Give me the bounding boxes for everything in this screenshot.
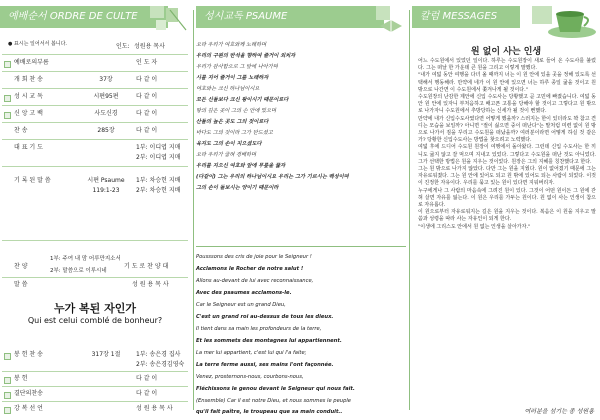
order-row: 2부: 이디엽 지매 — [136, 154, 181, 161]
psalm-fr-line: Pousssons des cris de joie pour le Seigneur ! — [196, 254, 312, 260]
psalm-line: 우리를 지으신 여호와 앞에 무릎을 꿇자 — [196, 163, 286, 169]
coffee-cup-icon — [532, 0, 600, 40]
choir-2: 2부: 말씀으로 이루시네 — [50, 268, 107, 274]
order-row: 봉 헌 다 같 이 — [4, 374, 186, 384]
psalm-fr-line: Venez, prosternons-nous, courbons-nous, — [196, 374, 304, 380]
psalm-line: 육지도 그의 손이 지으셨도다 — [196, 141, 262, 147]
order-note: ● 표시는 일어서서 봅니다. — [8, 41, 68, 47]
bullet-icon — [4, 112, 11, 119]
message-column — [412, 0, 600, 420]
psalm-fr-line: C'est un grand roi au-dessus de tous les dieux. — [196, 314, 334, 320]
order-row: 대 표 기 도 1부: 이디엽 지매 — [14, 144, 181, 151]
psalm-line: 산들의 높은 곳도 그의 것이로다 — [196, 119, 269, 125]
psalm-line: 그의 손이 돌보시는 양이기 때문이라 — [196, 185, 279, 191]
book-icon — [376, 6, 406, 34]
message-title: 원 없이 사는 인생 — [470, 47, 542, 57]
sermon-title-fr: Qui est celui comblé de bonheur? — [27, 316, 163, 325]
message-body: 어느 수도원에서 있었던 일이다. 하루는 수도원장이 새로 들어 온 수도사를 불렀다. 그는 떠날 한 가운데 큰 원을 그리고 이렇게 말했다. "내가 여덟 동안 여행을 다녀 올 때까지 너는 이 원 안에 있을 곳을 정해 있도록 선택해서 행동해라. 만약에 네가 이 원 안에 있으면 너는 하루 종일 굶을 것이고 원 밖으로 나간면 이 수도원에서 쫓겨나게 될 것이다." 수도원장의 난감한 제안에 신입 수도사는 당황했고 곧 고민에 빠졌습니다. 여덟 동안 원 안에 있자니 부처음하고 배고픈 고통을 당해야 할 것이고 그렇다고 원 밖으로 나가자니 수도원에서 추방당하는 신세가 될 것이 뻔했다. 만약에 내가 신입수도사였다면 어떻게 했을까? 스러지는 한이 있더라도 꽉 참고 견디는 모습을 보일까? 아니면 "절이 싫으면 중이 떠난다"는 말처럼 미련 없이 원 밖으로 나가서 짐을 꾸리고 수도원을 떠났을까? 여러분이라면 어떻게 하실 것 같은가? 당황한 신입수도사는 방법을 찾으려고 노력했다. 여덟 후에 드디어 수도원 원장이 여행에서 돌아왔다. 그런데 신입 수도사는 한 끼니도 굶지 않고 잘 먹으며 지내고 있었다. 그렇다고 수도원을 떠난 것도 아니었다. 그가 선택한 방법은 원을 지우는 것이었다. 원장은 그의 지혜를 칭찬했다고 한다. 그는 원 밖으로 나가지 않았다. 다만 그는 원을 지웠다. 원이 없어졌기 때문에 그는 자유로워졌다. 그는 원 안에 있어도 되고 원 밖에 있어도 되는 사람이 되었다. 이것이 진정한 자유이다. 우리를 묶고 있는 원이 있다면 지워버리자. 누구에게나 그 사람의 마음속에 그려진 원이 있다. 그것이 어떤 원이든 그 원에 갇혀 살면 자유를 잃는다. 이 원은 우리를 가두는 원이다. 원 없이 사는 인생이 참으로 자유롭다. 이 원으로부터 자유로워지는 길은 원을 지우는 것이다. 복음은 이 원을 지우고 말씀과 성령을 따라 사는 자유인이 되게 한다. "이생에 그리스도 안에서 원 없는 인생을 살아가자." — [418, 58, 596, 230]
psalm-header: 성시교독 PSAUME — [196, 6, 384, 28]
psalm-fr-line: Il tient dans sa main les profondeurs de la terre, — [196, 326, 322, 332]
message-header: 칼럼 MESSAGES — [412, 6, 520, 28]
divider — [196, 246, 406, 247]
order-row: 개 회 찬 송 37장 다 같 이 — [14, 76, 158, 83]
psalm-fr-line: Car le Seigneur est un grand Dieu, — [196, 302, 286, 308]
order-row: 신 앙 고 백 사도신경 다 같 이 — [4, 109, 186, 119]
order-row: 찬 송 285장 다 같 이 — [14, 127, 158, 134]
choir-row: 찬 양 기 도 로 찬 양 대 — [14, 263, 169, 270]
psalm-fr-line: La terre ferme aussi, ses mains l'ont façonnée. — [196, 362, 334, 368]
psalm-column — [196, 0, 406, 420]
word-row: 말 씀 성 원 용 목 사 — [14, 281, 169, 288]
divider — [2, 277, 188, 278]
bullet-icon — [4, 353, 11, 360]
order-row: 봉 헌 찬 송 317장 1절 1부: 송은경 집사 — [4, 350, 186, 360]
bullet-icon — [4, 95, 11, 102]
order-row: 기 록 된 말 씀 시편 Psaume 1부: 차승헌 지배 — [14, 177, 181, 184]
psalm-line: (다같이) 그는 우리의 하나님이시요 우리는 그가 기르시는 백성이며 — [196, 174, 349, 180]
order-header: 예배순서 ORDRE DE CULTE — [0, 6, 168, 28]
psalm-line: 오라 우리가 굽혀 경배하며 — [196, 152, 257, 158]
order-row: 결단의찬송 다 같 이 — [4, 389, 186, 399]
divider — [2, 240, 188, 241]
divider — [2, 105, 188, 106]
psalm-line: 시를 지어 즐거이 그를 노래하자 — [196, 75, 269, 81]
bullet-icon — [4, 407, 11, 414]
order-row: 예배로의부름 인 도 자 — [4, 58, 186, 68]
psalm-fr-line: (Ensemble) Car il est notre Dieu, et nous sommes le peuple — [196, 398, 351, 404]
order-row: 2부: 송은경김영숙 — [136, 361, 185, 368]
bullet-icon — [4, 377, 11, 384]
divider — [2, 166, 188, 167]
sermon-title-ko: 누가 복된 자인가 — [53, 302, 137, 315]
psalm-fr-line: Allons au-devant de lui avec reconnaissance, — [196, 278, 314, 284]
message-signature: 여러분을 섬기는 종 성원용 — [524, 408, 594, 415]
column-divider — [193, 10, 194, 410]
divider — [2, 401, 188, 402]
psalm-fr-line: Avec des psaumes acclamons-le. — [196, 290, 292, 296]
order-row: 119:1-23 2부: 차승헌 지배 — [92, 187, 181, 194]
psalm-fr-line: Et les sommets des montagnes lui appartiennent. — [196, 338, 342, 344]
leader-label: 인도: — [116, 43, 130, 50]
leader-name: 성원용 목사 — [134, 43, 165, 50]
psalm-fr-line: Fléchissons le genou devant le Seigneur qui nous fait. — [196, 386, 355, 392]
psalm-line: 바다도 그의 것이라 그가 만드셨고 — [196, 130, 273, 136]
psalm-line: 땅의 깊은 곳이 그의 손 안에 있으며 — [196, 108, 277, 114]
divider — [2, 139, 188, 140]
divider — [2, 386, 188, 387]
order-row: 성 시 교 독 시편95편 다 같 이 — [4, 92, 186, 102]
divider — [2, 88, 188, 89]
order-deco-icon — [150, 6, 190, 34]
divider — [2, 371, 188, 372]
order-column — [0, 0, 190, 420]
column-divider — [409, 10, 410, 410]
divider — [2, 54, 188, 55]
psalm-line: 모든 신들보다 크신 왕이시기 때문이로다 — [196, 97, 289, 103]
psalm-fr-line: La mer lui appartient, c'est lui qui l'a faite; — [196, 350, 307, 356]
bullet-icon — [4, 392, 11, 399]
psalm-fr-line: Acclamons le Rocher de notre salut ! — [196, 266, 304, 272]
choir-1: 1부: 주여 내 맘 어루만지소서 — [50, 256, 121, 262]
psalm-line: 우리의 구원의 반석을 향하여 즐거이 외치자 — [196, 53, 296, 59]
divider — [2, 71, 188, 72]
bullet-icon — [4, 61, 11, 68]
divider — [2, 122, 188, 123]
psalm-line: 여호와는 크신 하나님이시요 — [196, 86, 260, 92]
psalm-line: 우리가 감사함으로 그 앞에 나아가며 — [196, 64, 278, 70]
psalm-fr-line: qu'il fait paître, le troupeau que sa main conduit.. — [196, 409, 343, 415]
order-row: 강 복 선 언 성 원 용 목 사 — [4, 404, 186, 414]
psalm-line: 오라 우리가 여호와께 노래하며 — [196, 42, 267, 48]
